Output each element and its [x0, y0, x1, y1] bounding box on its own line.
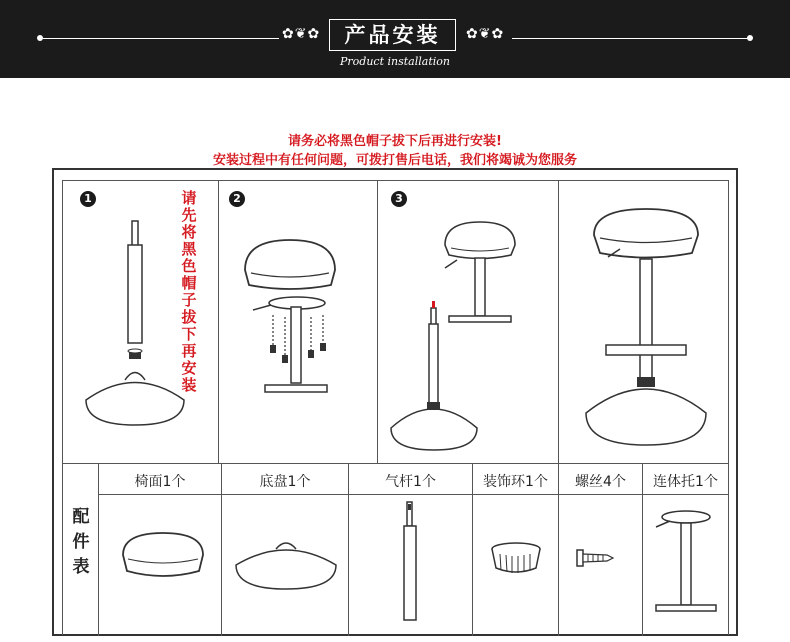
decor-ring-icon — [488, 540, 544, 576]
step-2-illustration — [235, 235, 365, 400]
base-icon — [232, 525, 340, 595]
part-label-seat: 椅面1个 — [134, 474, 186, 490]
part-label-screw: 螺丝4个 — [575, 474, 626, 490]
step-1-illustration — [80, 215, 190, 445]
step-1-number: 1 — [80, 191, 96, 207]
steps-bottom-rule — [62, 463, 729, 464]
screw-icon — [575, 548, 615, 568]
banner-dot-right — [747, 35, 753, 41]
steps-top-rule — [62, 180, 729, 181]
banner-line-right — [512, 38, 748, 39]
step-1-note: 请先将黑色帽子拔下再安装 — [181, 189, 197, 394]
parts-header-rule — [98, 494, 729, 495]
banner-line-left — [43, 38, 279, 39]
step-divider-4 — [558, 180, 559, 464]
page-subtitle: Product installation — [340, 55, 450, 68]
step-2-number: 2 — [229, 191, 245, 207]
notice-line-1: 请务必将黑色帽子拔下后再进行安装! — [288, 134, 502, 149]
part-label-decor-ring: 装饰环1个 — [483, 474, 548, 490]
step-divider-2 — [218, 180, 219, 464]
ornament-right-icon: ✿❦✿ — [466, 26, 505, 42]
step-3-number: 3 — [391, 191, 407, 207]
step-divider-3 — [377, 180, 378, 464]
step-4-illustration — [580, 205, 720, 455]
step-3-illustration — [385, 210, 555, 455]
seat-icon — [118, 525, 208, 585]
step-divider-5 — [728, 180, 729, 635]
step-divider-1 — [62, 180, 63, 635]
notice-line-2: 安装过程中有任何问题，可拨打售后电话，我们将竭诚为您服务 — [212, 153, 577, 168]
part-label-gas-lift: 气杆1个 — [385, 474, 436, 490]
part-label-bracket: 连体托1个 — [653, 474, 718, 490]
page-title: 产品安装 — [329, 19, 456, 51]
part-label-base: 底盘1个 — [259, 474, 311, 490]
bracket-icon — [650, 505, 722, 615]
gas-lift-icon — [398, 500, 422, 625]
header-banner — [0, 0, 790, 78]
parts-table-label: 配件表 — [72, 507, 90, 577]
ornament-left-icon: ✿❦✿ — [282, 26, 321, 42]
